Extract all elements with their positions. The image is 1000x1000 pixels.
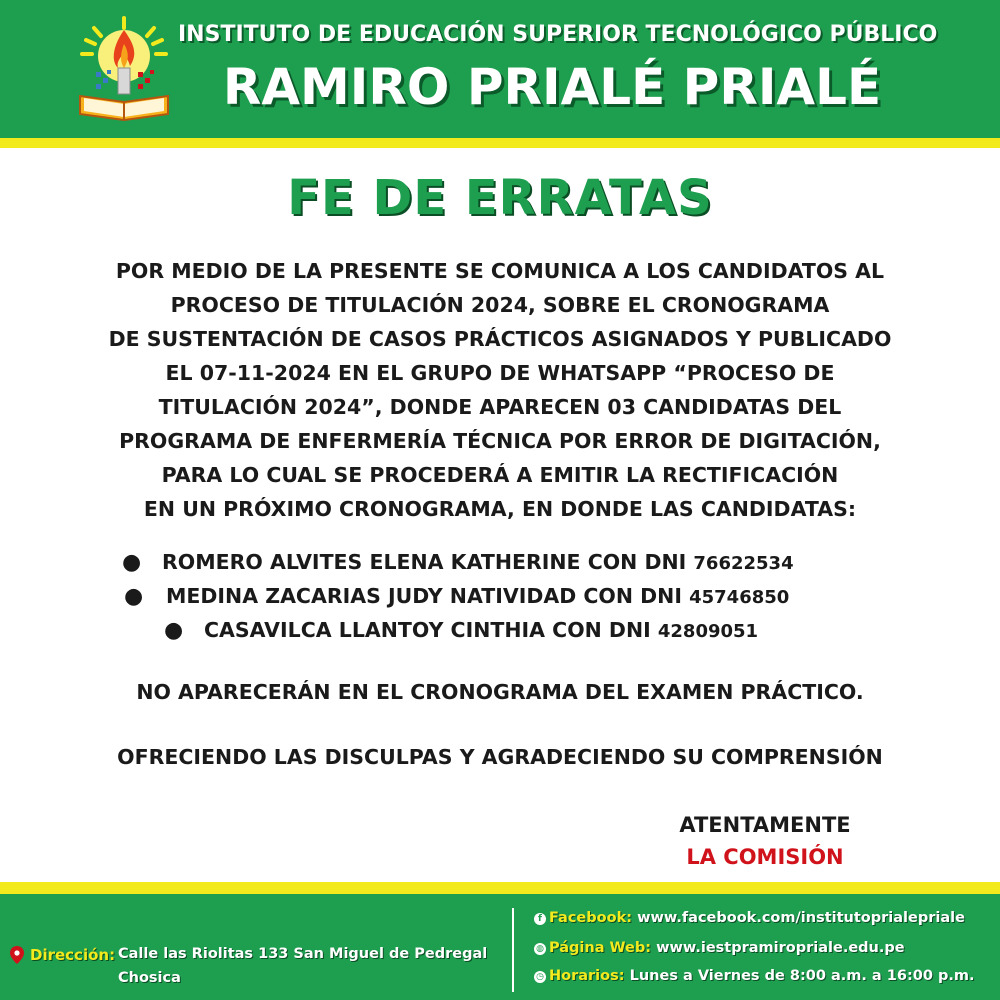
address-label: Dirección:: [30, 946, 116, 964]
announcement-paragraph: [40, 254, 960, 526]
candidate-entry: [162, 550, 794, 574]
candidate-dni: 42809051: [657, 621, 759, 642]
institution-name: RAMIRO PRIALÉ PRIALÉ: [222, 58, 882, 116]
paragraph-line: DE SUSTENTACIÓN DE CASOS PRÁCTICOS ASIGNADOS Y PUBLICADO: [108, 327, 892, 351]
hours-contact: [534, 968, 974, 990]
address-city: Chosica: [118, 970, 181, 986]
paragraph-line: TITULACIÓN 2024”, DONDE APARECEN 03 CANDIDATAS DEL: [158, 395, 842, 419]
bullet-icon: ●: [164, 618, 184, 643]
facebook-icon: f: [534, 913, 546, 925]
globe-icon: ◍: [534, 943, 546, 955]
apology-text: OFRECIENDO LAS DISCULPAS Y AGRADECIENDO SU COMPRENSIÓN: [117, 745, 883, 769]
list-item: [0, 550, 1000, 584]
web-contact: [534, 940, 905, 962]
paragraph-line: PROGRAMA DE ENFERMERÍA TÉCNICA POR ERROR DE DIGITACIÓN,: [119, 429, 881, 453]
list-item: [0, 618, 1000, 652]
footer-stripe: [0, 882, 1000, 894]
hours-label: Horarios:: [549, 968, 625, 984]
torch-book-logo-icon: [74, 14, 174, 124]
bullet-icon: ●: [124, 584, 144, 609]
paragraph-line: PARA LO CUAL SE PROCEDERÁ A EMITIR LA RECTIFICACIÓN: [161, 463, 839, 487]
web-label: Página Web:: [549, 940, 652, 956]
candidate-name: CASAVILCA LLANTOY CINTHIA CON DNI: [204, 618, 651, 642]
web-link[interactable]: www.iestpramiropriale.edu.pe: [656, 940, 905, 956]
signature-text: LA COMISIÓN: [686, 845, 844, 869]
header-stripe: [0, 138, 1000, 148]
footer-divider: [512, 908, 514, 992]
candidate-list: [0, 550, 1000, 652]
clock-icon: ◷: [534, 971, 546, 983]
candidate-dni: 76622534: [693, 553, 794, 574]
candidate-entry: [204, 618, 758, 642]
paragraph-line: EN UN PRÓXIMO CRONOGRAMA, EN DONDE LAS CANDIDATAS:: [143, 497, 857, 521]
facebook-link[interactable]: www.facebook.com/institutoprialepriale: [637, 910, 965, 926]
paragraph-line: EL 07-11-2024 EN EL GRUPO DE WHATSAPP “PROCESO DE: [165, 361, 835, 385]
institution-type: INSTITUTO DE EDUCACIÓN SUPERIOR TECNOLÓGICO PÚBLICO: [178, 22, 938, 47]
location-pin-icon: [10, 946, 24, 964]
candidate-name: ROMERO ALVITES ELENA KATHERINE CON DNI: [162, 550, 687, 574]
facebook-contact: [534, 910, 965, 932]
candidate-entry: [166, 584, 789, 608]
document-title: FE DE ERRATAS: [287, 170, 713, 226]
candidate-name: MEDINA ZACARIAS JUDY NATIVIDAD CON DNI: [166, 584, 682, 608]
address-line: Calle las Riolitas 133 San Miguel de Pedregal: [118, 946, 488, 962]
paragraph-line: POR MEDIO DE LA PRESENTE SE COMUNICA A LOS CANDIDATOS AL: [115, 259, 885, 283]
list-item: [0, 584, 1000, 618]
notice-text: NO APARECERÁN EN EL CRONOGRAMA DEL EXAMEN PRÁCTICO.: [136, 680, 864, 704]
closing-block: [650, 810, 880, 874]
facebook-label: Facebook:: [549, 910, 633, 926]
paragraph-line: PROCESO DE TITULACIÓN 2024, SOBRE EL CRONOGRAMA: [170, 293, 830, 317]
bullet-icon: ●: [122, 550, 142, 575]
hours-value: Lunes a Viernes de 8:00 a.m. a 16:00 p.m.: [629, 968, 975, 984]
closing-text: ATENTAMENTE: [679, 813, 851, 837]
candidate-dni: 45746850: [689, 587, 790, 608]
